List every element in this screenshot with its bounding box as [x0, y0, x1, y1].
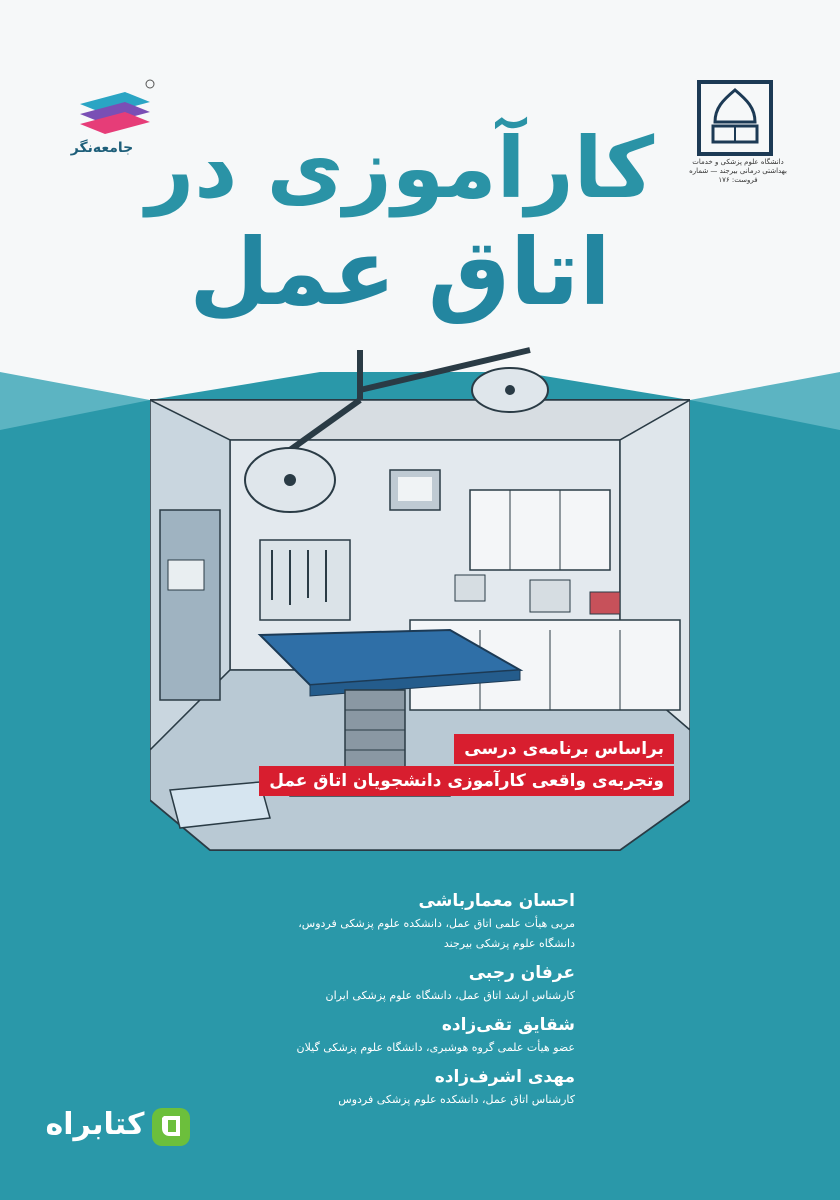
author-affiliation: مربی هیأت علمی اتاق عمل، دانشکده علوم پزشکی فردوس، — [298, 917, 575, 930]
book-leaf-icon — [150, 1106, 192, 1148]
book-title-line1: کارآموزی در — [145, 119, 655, 217]
author-entry — [235, 888, 575, 954]
author-entry — [235, 1064, 575, 1110]
tagline-experience: وتجربه‌ی واقعی کارآموزی دانشجویان اتاق عمل — [259, 766, 674, 796]
publisher-name: جامعه‌نگر — [70, 140, 134, 156]
university-caption: دانشگاه علوم پزشکی و خدمات بهداشتی درمانی بیرجند — شماره فروست: ۱۷۶ — [689, 158, 787, 184]
author-affiliation: دانشگاه علوم پزشکی بیرجند — [443, 937, 575, 950]
author-affiliation: کارشناس اتاق عمل، دانشکده علوم پزشکی فردوس — [338, 1093, 575, 1106]
authors-list — [235, 882, 575, 1110]
author-entry — [235, 960, 575, 1006]
author-name: احسان معمارباشی — [418, 891, 575, 911]
author-entry — [235, 1012, 575, 1058]
brand-name: کتابراه — [45, 1107, 145, 1142]
author-name: شقایق تقی‌زاده — [441, 1015, 575, 1035]
author-affiliation: کارشناس ارشد اتاق عمل، دانشگاه علوم پزشکی ایران — [325, 989, 575, 1002]
book-title-line2: اتاق عمل — [189, 219, 611, 326]
author-name: عرفان رجبی — [468, 963, 575, 983]
author-name: مهدی اشرف‌زاده — [434, 1067, 575, 1087]
tagline-curriculum: براساس برنامه‌ی درسی — [454, 734, 674, 764]
author-affiliation: عضو هیأت علمی گروه هوشبری، دانشگاه علوم پزشکی گیلان — [296, 1041, 575, 1054]
